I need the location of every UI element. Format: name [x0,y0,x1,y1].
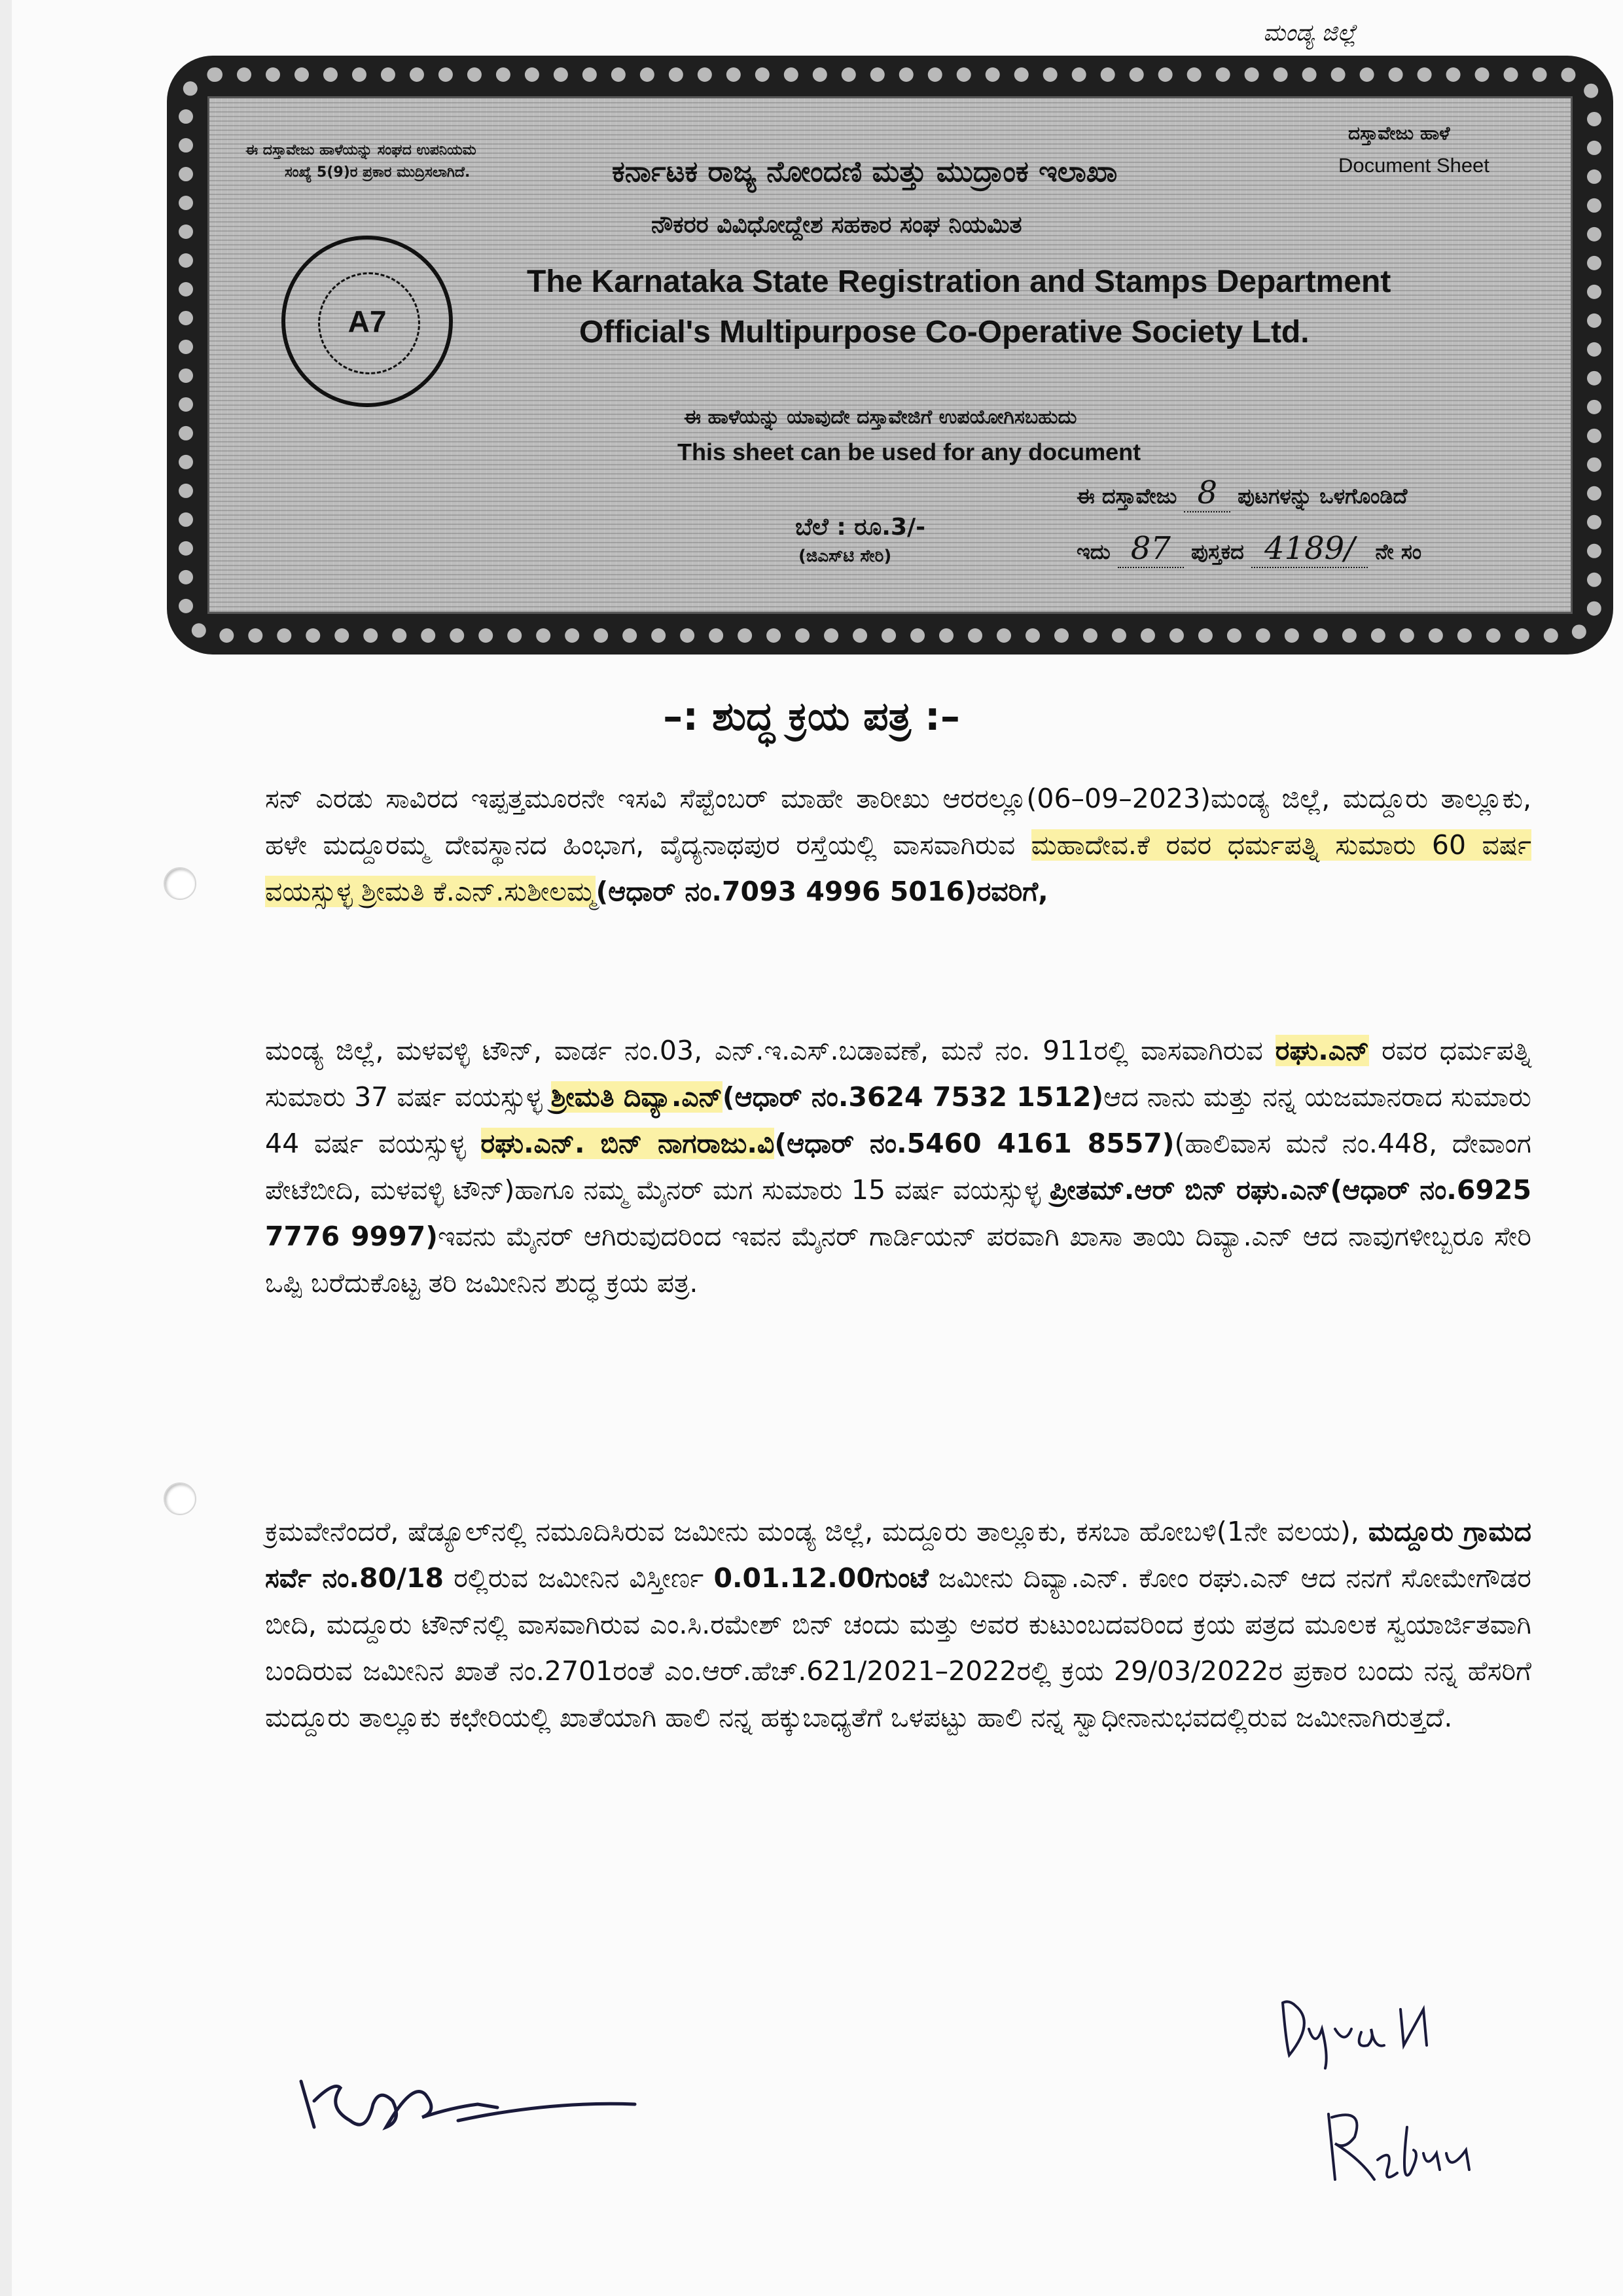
p2-text-d: ಆದ ನಾನು ಮತ್ತು ನನ್ನ ಯಜಮಾನರಾದ ಸುಮಾರು 44 ವರ್ಷ ವಯಸ್ಸುಳ್ಳ [265,1081,1531,1159]
stamp-note-line2: ಸಂಖ್ಯೆ 5(9)ರ ಪ್ರಕಾರ ಮುದ್ರಿಸಲಾಗಿದೆ. [285,164,471,181]
signature-raghu [1315,2088,1486,2199]
p3-survey-number: ಮದ್ದೂರು ಗ್ರಾಮದ ಸರ್ವೆ ನಂ.80/18 [265,1516,1531,1594]
stamp-price: ಬೆಲೆ : ರೂ.3/- [795,514,926,541]
document-sheet-stamp [167,56,1613,655]
stamp-title-kannada: ಕರ್ನಾಟಕ ರಾಜ್ಯ ನೋಂದಣಿ ಮತ್ತು ಮುದ್ರಾಂಕ ಇಲಾಖಾ [612,155,1118,188]
stamp-society-english: Official's Multipurpose Co-Operative Society Ltd. [579,315,1310,350]
pages-handwritten-value: 8 [1184,475,1230,512]
stamp-gst-note: (ಜಿಎಸ್‌ಟಿ ಸೇರಿ) [798,547,892,566]
pages-suffix: ಪುಟಗಳನ್ನು ಒಳಗೊಂಡಿದೆ [1238,484,1408,509]
page-edge-shadow [0,0,12,2296]
book-prefix: ಇದು [1077,539,1111,564]
paragraph-3 [265,1509,1531,1741]
stamp-book-number-line [1077,530,1421,567]
p2-minor-preetham: ಪ್ರೀತಮ್.ಆರ್ ಬಿನ್ ರಘು.ಎನ್(ಆಧಾರ್ ನಂ.6925 7776 9997) [265,1174,1531,1252]
paragraph-2 [265,1028,1531,1306]
signature-kars [288,2042,654,2147]
stamp-doc-sheet-english: Document Sheet [1338,154,1489,177]
book-handwritten-value: 87 [1118,530,1184,568]
stamp-page-count-line [1077,475,1407,511]
p2-aadhaar-divya: (ಆಧಾರ್ ನಂ.3624 7532 1512) [722,1081,1104,1113]
book-suffix: ನೇ ಸಂ [1375,539,1422,564]
stamp-round-seal [281,236,453,407]
stamp-doc-sheet-kannada: ದಸ್ತಾವೇಜು ಹಾಳೆ [1348,122,1450,144]
p3-text-e: ಜಮೀನು ದಿವ್ಯಾ.ಎನ್. ಕೋಂ ರಘು.ಎನ್ ಆದ ನನಗೆ ಸೋಮೇಗೌಡರ ಬೀದಿ, ಮದ್ದೂರು ಟೌನ್‌ನಲ್ಲಿ ವಾಸವಾಗಿರುವ ಎಂ.ಸಿ.ರಮೇಶ್ ಬಿನ್ ಚಂದು ಮತ್ತು ಅವರ ಕುಟುಂಬದವರಿಂದ ಕ್ರಯ ಪತ್ರದ ಮೂಲಕ ಸ್ವಯಾರ್ಜಿತವಾಗಿ ಬಂದಿರುವ ಜಮೀನಿನ ಖಾತೆ ನಂ.2701ರಂತೆ ಎಂ.ಆರ್.ಹೆಚ್.621/2021–2022ರಲ್ಲಿ ಕ್ರಯ 29/03/2022ರ ಪ್ರಕಾರ ಬಂದು ನನ್ನ ಹೆಸರಿಗೆ ಮದ್ದೂರು ತಾಲ್ಲೂಕು ಕಛೇರಿಯಲ್ಲಿ ಖಾತೆಯಾಗಿ ಹಾಲಿ ನನ್ನ ಹಕ್ಕುಬಾಧ್ಯತೆಗೆ ಒಳಪಟ್ಟು ಹಾಲಿ ನನ್ನ ಸ್ವಾಧೀನಾನುಭವದಲ್ಲಿರುವ ಜಮೀನಾಗಿರುತ್ತದೆ. [265,1562,1531,1733]
stamp-usage-kannada: ಈ ಹಾಳೆಯನ್ನು ಯಾವುದೇ ದಸ್ತಾವೇಜಿಗೆ ಉಪಯೋಗಿಸಬಹುದು [684,406,1077,429]
p1-highlighted-buyer: ಮಹಾದೇವ.ಕೆ ರವರ ಧರ್ಮಪತ್ನಿ ಸುಮಾರು 60 ವರ್ಷ ವಯಸ್ಸುಳ್ಳ ಶ್ರೀಮತಿ ಕೆ.ಎನ್.ಸುಶೀಲಮ್ಮ [265,829,1531,907]
p2-highlighted-raghu-father: ರಘು.ಎನ್. ಬಿನ್ ನಾಗರಾಜು.ವಿ [480,1128,775,1159]
seal-code: A7 [348,304,387,338]
p1-text-a: ಸನ್ ಎರಡು ಸಾವಿರದ ಇಪ್ಪತ್ತಮೂರನೇ ಇಸವಿ ಸೆಪ್ಟೆಂಬರ್ ಮಾಹೇ ತಾರೀಖು ಆರರಲ್ಲೂ(06–09–2023)ಮಂಡ್ಯ ಜಿಲ್ಲೆ, ಮದ್ದೂರು ತಾಲ್ಲೂಕು, ಹಳೇ ಮದ್ದೂರಮ್ಮ ದೇವಸ್ಥಾನದ ಹಿಂಭಾಗ, ವೈದ್ಯನಾಥಪುರ ರಸ್ತೆಯಲ್ಲಿ ವಾಸವಾಗಿರುವ [265,783,1531,861]
p2-highlighted-divya: ಶ್ರೀಮತಿ ದಿವ್ಯಾ.ಎನ್ [550,1081,722,1113]
p2-text-f: (ಹಾಲಿವಾಸ ಮನೆ ನಂ.448, ದೇವಾಂಗ ಪೇಟೆಬೀದಿ, ಮಳವಳ್ಳಿ ಟೌನ್)ಹಾಗೂ ನಮ್ಮ ಮೈನರ್ ಮಗ ಸುಮಾರು 15 ವರ್ಷ ವಯಸ್ಸುಳ್ಳ [265,1128,1531,1206]
p2-aadhaar-raghu: (ಆಧಾರ್ ನಂ.5460 4161 8557) [774,1128,1175,1159]
pages-prefix: ಈ ದಸ್ತಾವೇಜು [1077,484,1177,509]
serial-handwritten-value: 4189/ [1251,530,1368,568]
stamp-society-kannada: ನೌಕರರ ವಿವಿಧೋದ್ದೇಶ ಸಹಕಾರ ಸಂಘ ನಿಯಮಿತ [651,211,1022,238]
stamp-note-line1: ಈ ದಸ್ತಾವೇಜು ಹಾಳೆಯನ್ನು ಸಂಘದ ಉಪನಿಯಮ [245,142,476,158]
p3-text-a: ಕ್ರಮವೇನೆಂದರೆ, ಷೆಡ್ಯೂಲ್‌ನಲ್ಲಿ ನಮೂದಿಸಿರುವ ಜಮೀನು ಮಂಡ್ಯ ಜಿಲ್ಲೆ, ಮದ್ದೂರು ತಾಲ್ಲೂಕು, ಕಸಬಾ ಹೋಬಳಿ(1ನೇ ವಲಯ), [265,1516,1368,1547]
signature-divya [1270,1983,1440,2081]
p3-land-extent: 0.01.12.00ಗುಂಟೆ [713,1562,929,1594]
top-handwritten-district: ಮಂಡ್ಯ ಜಿಲ್ಲೆ [1263,20,1357,46]
p1-aadhaar: (ಆಧಾರ್ ನಂ.7093 4996 5016)ರವರಿಗೆ, [596,876,1048,907]
stamp-bylaw-note [245,139,476,184]
punch-hole-bottom [164,1482,196,1515]
punch-hole-top [164,867,196,900]
book-mid: ಪುಸ್ತಕದ [1191,539,1244,564]
p3-text-c: ರಲ್ಲಿರುವ ಜಮೀನಿನ ವಿಸ್ತೀರ್ಣ [444,1562,714,1594]
paragraph-1 [265,776,1531,915]
stamp-title-english: The Karnataka State Registration and Stamps Department [527,264,1391,299]
p2-text-b: ರವರ ಧರ್ಮಪತ್ನಿ ಸುಮಾರು 37 ವರ್ಷ ವಯಸ್ಸುಳ್ಳ [265,1035,1531,1113]
stamp-usage-english: This sheet can be used for any document [677,439,1141,465]
document-title: –: ಶುದ್ಧ ಕ್ರಯ ಪತ್ರ :– [663,694,960,740]
p2-highlighted-raghu: ರಘು.ಎನ್ [1275,1035,1370,1066]
p2-text-h: ಇವನು ಮೈನರ್ ಆಗಿರುವುದರಿಂದ ಇವನ ಮೈನರ್ ಗಾರ್ಡಿಯನ್ ಪರವಾಗಿ ಖಾಸಾ ತಾಯಿ ದಿವ್ಯಾ.ಎನ್ ಆದ ನಾವುಗಳೀಬ್ಬರೂ ಸೇರಿ ಒಪ್ಪಿ ಬರೆದುಕೊಟ್ಟ ತರಿ ಜಮೀನಿನ ಶುದ್ಧ ಕ್ರಯ ಪತ್ರ. [265,1221,1531,1299]
p2-text-a: ಮಂಡ್ಯ ಜಿಲ್ಲೆ, ಮಳವಳ್ಳಿ ಟೌನ್, ವಾರ್ಡ ನಂ.03, ಎನ್.ಇ.ಎಸ್.ಬಡಾವಣೆ, ಮನೆ ನಂ. 911ರಲ್ಲಿ ವಾಸವಾಗಿರುವ [265,1035,1275,1066]
